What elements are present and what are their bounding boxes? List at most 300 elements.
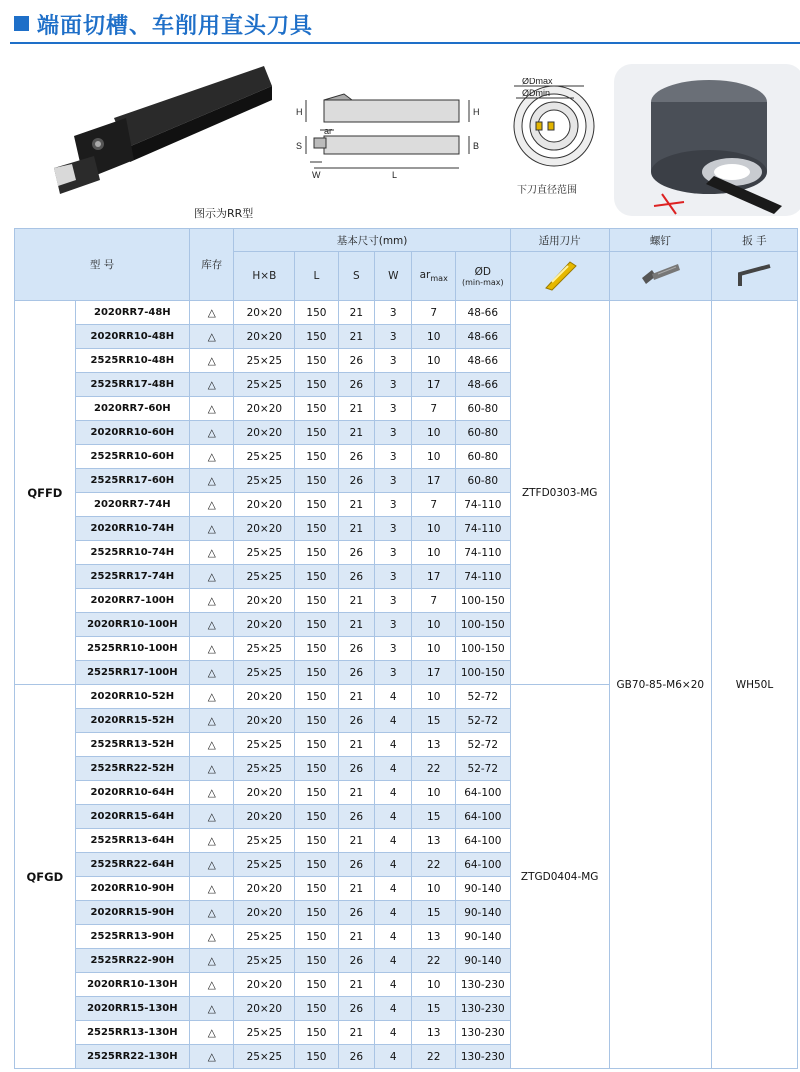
dim-label-s: S [296,141,303,151]
od-cell: 90-140 [455,877,510,901]
model-cell: 2020RR7-48H [75,301,189,325]
series-name: QFGD [15,685,76,1069]
w-cell: 3 [375,661,412,685]
hxb-cell: 25×25 [234,469,295,493]
model-cell: 2020RR15-52H [75,709,189,733]
l-cell: 150 [295,445,338,469]
s-cell: 26 [338,469,374,493]
s-cell: 21 [338,685,374,709]
w-cell: 3 [375,637,412,661]
s-cell: 26 [338,565,374,589]
w-cell: 4 [375,1045,412,1069]
ar-cell: 10 [412,877,455,901]
s-cell: 21 [338,973,374,997]
model-cell: 2020RR10-60H [75,421,189,445]
s-cell: 26 [338,541,374,565]
hxb-cell: 25×25 [234,445,295,469]
s-cell: 21 [338,829,374,853]
w-cell: 4 [375,949,412,973]
stock-cell: △ [189,949,234,973]
s-cell: 26 [338,637,374,661]
w-cell: 4 [375,685,412,709]
w-cell: 3 [375,469,412,493]
model-cell: 2020RR15-130H [75,997,189,1021]
screw-icon [609,252,711,301]
stock-cell: △ [189,397,234,421]
l-cell: 150 [295,829,338,853]
col-basic-dims: 基本尺寸(mm) [234,229,510,252]
l-cell: 150 [295,757,338,781]
od-cell: 90-140 [455,949,510,973]
insert-model: ZTGD0404-MG [510,685,609,1069]
ar-cell: 10 [412,541,455,565]
hxb-cell: 20×20 [234,997,295,1021]
ar-cell: 17 [412,565,455,589]
dim-label-l: L [392,170,398,180]
ar-cell: 7 [412,397,455,421]
stock-cell: △ [189,517,234,541]
s-cell: 21 [338,301,374,325]
l-cell: 150 [295,733,338,757]
stock-cell: △ [189,445,234,469]
hxb-cell: 25×25 [234,373,295,397]
spec-table [14,228,798,1069]
od-cell: 64-100 [455,781,510,805]
stock-cell: △ [189,901,234,925]
col-l: L [295,252,338,301]
l-cell: 150 [295,685,338,709]
l-cell: 150 [295,709,338,733]
ar-cell: 10 [412,637,455,661]
hxb-cell: 20×20 [234,517,295,541]
s-cell: 21 [338,517,374,541]
s-cell: 26 [338,901,374,925]
col-ar [412,252,455,301]
od-cell: 64-100 [455,805,510,829]
ar-cell: 10 [412,613,455,637]
hxb-cell: 20×20 [234,397,295,421]
dimension-drawing [284,78,609,228]
s-cell: 21 [338,781,374,805]
ar-cell: 15 [412,709,455,733]
stock-cell: △ [189,685,234,709]
w-cell: 4 [375,781,412,805]
col-stock: 库存 [189,229,234,301]
l-cell: 150 [295,925,338,949]
hxb-cell: 20×20 [234,493,295,517]
ar-cell: 15 [412,901,455,925]
s-cell: 26 [338,997,374,1021]
hxb-cell: 20×20 [234,325,295,349]
col-od [455,252,510,301]
od-cell: 130-230 [455,1045,510,1069]
stock-cell: △ [189,373,234,397]
od-cell: 74-110 [455,517,510,541]
dim-label-ar: ar [324,126,333,136]
stock-cell: △ [189,469,234,493]
ar-cell: 13 [412,1021,455,1045]
model-cell: 2525RR22-130H [75,1045,189,1069]
ar-cell: 15 [412,997,455,1021]
s-cell: 26 [338,949,374,973]
workpiece-render [614,64,800,216]
l-cell: 150 [295,613,338,637]
stock-cell: △ [189,781,234,805]
hxb-cell: 25×25 [234,1045,295,1069]
stock-cell: △ [189,301,234,325]
model-cell: 2525RR13-130H [75,1021,189,1045]
l-cell: 150 [295,517,338,541]
section-header [10,4,796,44]
stock-cell: △ [189,709,234,733]
od-cell: 64-100 [455,829,510,853]
od-cell: 64-100 [455,853,510,877]
w-cell: 3 [375,613,412,637]
w-cell: 3 [375,517,412,541]
s-cell: 26 [338,1045,374,1069]
od-cell: 100-150 [455,613,510,637]
s-cell: 26 [338,805,374,829]
od-cell: 130-230 [455,997,510,1021]
l-cell: 150 [295,997,338,1021]
s-cell: 26 [338,709,374,733]
col-screw: 螺钉 [609,229,711,252]
model-cell: 2020RR10-100H [75,613,189,637]
od-cell: 74-110 [455,565,510,589]
col-insert: 适用刀片 [510,229,609,252]
hxb-cell: 25×25 [234,565,295,589]
dim-label-dmin: ØDmin [522,88,551,98]
od-cell: 48-66 [455,325,510,349]
w-cell: 4 [375,925,412,949]
screw-model: GB70-85-M6×20 [609,301,711,1069]
dim-label-w: W [312,170,321,180]
od-cell: 74-110 [455,493,510,517]
w-cell: 3 [375,421,412,445]
l-cell: 150 [295,301,338,325]
od-cell: 48-66 [455,301,510,325]
w-cell: 3 [375,589,412,613]
wrench-model: WH50L [711,301,797,1069]
hxb-cell: 20×20 [234,685,295,709]
l-cell: 150 [295,853,338,877]
ar-cell: 13 [412,733,455,757]
model-cell: 2020RR15-64H [75,805,189,829]
w-cell: 4 [375,853,412,877]
stock-cell: △ [189,829,234,853]
od-cell: 52-72 [455,733,510,757]
stock-cell: △ [189,805,234,829]
s-cell: 21 [338,325,374,349]
stock-cell: △ [189,661,234,685]
l-cell: 150 [295,565,338,589]
s-cell: 21 [338,493,374,517]
l-cell: 150 [295,589,338,613]
model-cell: 2020RR7-100H [75,589,189,613]
w-cell: 4 [375,829,412,853]
model-cell: 2525RR10-74H [75,541,189,565]
od-cell: 130-230 [455,1021,510,1045]
model-cell: 2525RR10-100H [75,637,189,661]
w-cell: 3 [375,349,412,373]
w-cell: 4 [375,973,412,997]
s-cell: 26 [338,757,374,781]
col-od-sub: (min-max) [461,277,504,287]
ar-cell: 17 [412,373,455,397]
w-cell: 3 [375,397,412,421]
col-s: S [338,252,374,301]
ar-cell: 17 [412,661,455,685]
l-cell: 150 [295,1045,338,1069]
od-cell: 90-140 [455,925,510,949]
w-cell: 3 [375,301,412,325]
s-cell: 21 [338,733,374,757]
od-cell: 100-150 [455,661,510,685]
page-title: 端面切槽、车削用直头刀具 [37,14,314,39]
l-cell: 150 [295,1021,338,1045]
hxb-cell: 25×25 [234,349,295,373]
hxb-cell: 20×20 [234,301,295,325]
dim-label-h2: H [473,107,480,117]
hxb-cell: 25×25 [234,733,295,757]
s-cell: 21 [338,397,374,421]
stock-cell: △ [189,493,234,517]
l-cell: 150 [295,421,338,445]
hxb-cell: 25×25 [234,637,295,661]
od-cell: 74-110 [455,541,510,565]
stock-cell: △ [189,637,234,661]
stock-cell: △ [189,325,234,349]
w-cell: 4 [375,997,412,1021]
w-cell: 4 [375,1021,412,1045]
series-name: QFFD [15,301,76,685]
col-wrench: 扳 手 [711,229,797,252]
col-ar-label: ar [419,268,431,281]
ar-cell: 10 [412,973,455,997]
hxb-cell: 25×25 [234,829,295,853]
ar-cell: 10 [412,517,455,541]
title-marker-square [14,16,29,31]
stock-cell: △ [189,565,234,589]
od-cell: 60-80 [455,421,510,445]
s-cell: 21 [338,613,374,637]
model-cell: 2525RR13-90H [75,925,189,949]
col-model: 型 号 [15,229,190,301]
hxb-cell: 25×25 [234,925,295,949]
l-cell: 150 [295,325,338,349]
w-cell: 3 [375,493,412,517]
hxb-cell: 25×25 [234,853,295,877]
hex-wrench-icon [711,252,797,301]
model-cell: 2525RR17-48H [75,373,189,397]
s-cell: 21 [338,1021,374,1045]
stock-cell: △ [189,1045,234,1069]
od-cell: 48-66 [455,349,510,373]
ar-cell: 13 [412,925,455,949]
model-cell: 2525RR22-52H [75,757,189,781]
l-cell: 150 [295,637,338,661]
stock-cell: △ [189,613,234,637]
l-cell: 150 [295,949,338,973]
hxb-cell: 25×25 [234,757,295,781]
od-cell: 52-72 [455,685,510,709]
model-cell: 2525RR17-60H [75,469,189,493]
photo-caption: 图示为RR型 [194,207,254,220]
stock-cell: △ [189,973,234,997]
l-cell: 150 [295,901,338,925]
ar-cell: 22 [412,949,455,973]
s-cell: 26 [338,445,374,469]
ar-cell: 17 [412,469,455,493]
tool-holder-photo [14,48,276,224]
hxb-cell: 25×25 [234,541,295,565]
ar-cell: 10 [412,421,455,445]
hxb-cell: 20×20 [234,589,295,613]
l-cell: 150 [295,973,338,997]
model-cell: 2020RR10-74H [75,517,189,541]
stock-cell: △ [189,925,234,949]
dim-label-b: B [473,141,480,151]
dim-label-h: H [296,107,303,117]
s-cell: 26 [338,349,374,373]
s-cell: 26 [338,661,374,685]
model-cell: 2020RR7-74H [75,493,189,517]
ar-cell: 22 [412,757,455,781]
stock-cell: △ [189,997,234,1021]
od-cell: 48-66 [455,373,510,397]
spec-table-body [15,301,798,1069]
hxb-cell: 20×20 [234,421,295,445]
model-cell: 2020RR10-64H [75,781,189,805]
w-cell: 4 [375,901,412,925]
s-cell: 26 [338,853,374,877]
l-cell: 150 [295,349,338,373]
stock-cell: △ [189,589,234,613]
insert-model: ZTFD0303-MG [510,301,609,685]
w-cell: 4 [375,733,412,757]
ar-cell: 10 [412,445,455,469]
model-cell: 2525RR13-64H [75,829,189,853]
w-cell: 4 [375,877,412,901]
ar-cell: 10 [412,781,455,805]
stock-cell: △ [189,349,234,373]
model-cell: 2525RR22-64H [75,853,189,877]
ar-cell: 10 [412,325,455,349]
l-cell: 150 [295,493,338,517]
stock-cell: △ [189,757,234,781]
model-cell: 2020RR10-90H [75,877,189,901]
l-cell: 150 [295,877,338,901]
hxb-cell: 25×25 [234,661,295,685]
od-cell: 60-80 [455,469,510,493]
hxb-cell: 20×20 [234,805,295,829]
l-cell: 150 [295,469,338,493]
model-cell: 2525RR17-74H [75,565,189,589]
model-cell: 2525RR10-60H [75,445,189,469]
model-cell: 2525RR13-52H [75,733,189,757]
model-cell: 2525RR10-48H [75,349,189,373]
col-od-label: ØD [474,265,491,278]
s-cell: 21 [338,877,374,901]
dim-label-dmax: ØDmax [522,78,553,86]
hxb-cell: 20×20 [234,709,295,733]
hxb-cell: 20×20 [234,613,295,637]
stock-cell: △ [189,853,234,877]
hxb-cell: 20×20 [234,901,295,925]
ar-cell: 22 [412,853,455,877]
hxb-cell: 20×20 [234,973,295,997]
model-cell: 2020RR7-60H [75,397,189,421]
model-cell: 2020RR10-48H [75,325,189,349]
od-cell: 100-150 [455,637,510,661]
ar-cell: 7 [412,589,455,613]
od-cell: 130-230 [455,973,510,997]
title-underline [10,42,800,44]
hxb-cell: 20×20 [234,781,295,805]
stock-cell: △ [189,733,234,757]
insert-blade-icon [510,252,609,301]
w-cell: 3 [375,373,412,397]
ar-cell: 7 [412,493,455,517]
stock-cell: △ [189,877,234,901]
hxb-cell: 25×25 [234,1021,295,1045]
model-cell: 2020RR10-52H [75,685,189,709]
stock-cell: △ [189,1021,234,1045]
stock-cell: △ [189,421,234,445]
s-cell: 21 [338,925,374,949]
model-cell: 2020RR10-130H [75,973,189,997]
model-cell: 2525RR17-100H [75,661,189,685]
ar-cell: 15 [412,805,455,829]
l-cell: 150 [295,397,338,421]
diameter-range-caption: 下刀直径范围 [517,185,577,196]
od-cell: 52-72 [455,757,510,781]
col-hxb: H×B [234,252,295,301]
w-cell: 3 [375,565,412,589]
l-cell: 150 [295,373,338,397]
s-cell: 26 [338,373,374,397]
stock-cell: △ [189,541,234,565]
w-cell: 3 [375,325,412,349]
w-cell: 3 [375,445,412,469]
col-ar-sub: max [430,274,448,284]
table-row [15,301,798,325]
ar-cell: 7 [412,301,455,325]
hxb-cell: 20×20 [234,877,295,901]
s-cell: 21 [338,421,374,445]
od-cell: 52-72 [455,709,510,733]
s-cell: 21 [338,589,374,613]
application-illustration [614,64,800,216]
ar-cell: 10 [412,349,455,373]
l-cell: 150 [295,805,338,829]
w-cell: 4 [375,805,412,829]
hxb-cell: 25×25 [234,949,295,973]
od-cell: 90-140 [455,901,510,925]
model-cell: 2020RR15-90H [75,901,189,925]
l-cell: 150 [295,781,338,805]
w-cell: 4 [375,709,412,733]
od-cell: 60-80 [455,397,510,421]
ar-cell: 22 [412,1045,455,1069]
ar-cell: 10 [412,685,455,709]
od-cell: 60-80 [455,445,510,469]
od-cell: 100-150 [455,589,510,613]
w-cell: 4 [375,757,412,781]
l-cell: 150 [295,541,338,565]
ar-cell: 13 [412,829,455,853]
l-cell: 150 [295,661,338,685]
